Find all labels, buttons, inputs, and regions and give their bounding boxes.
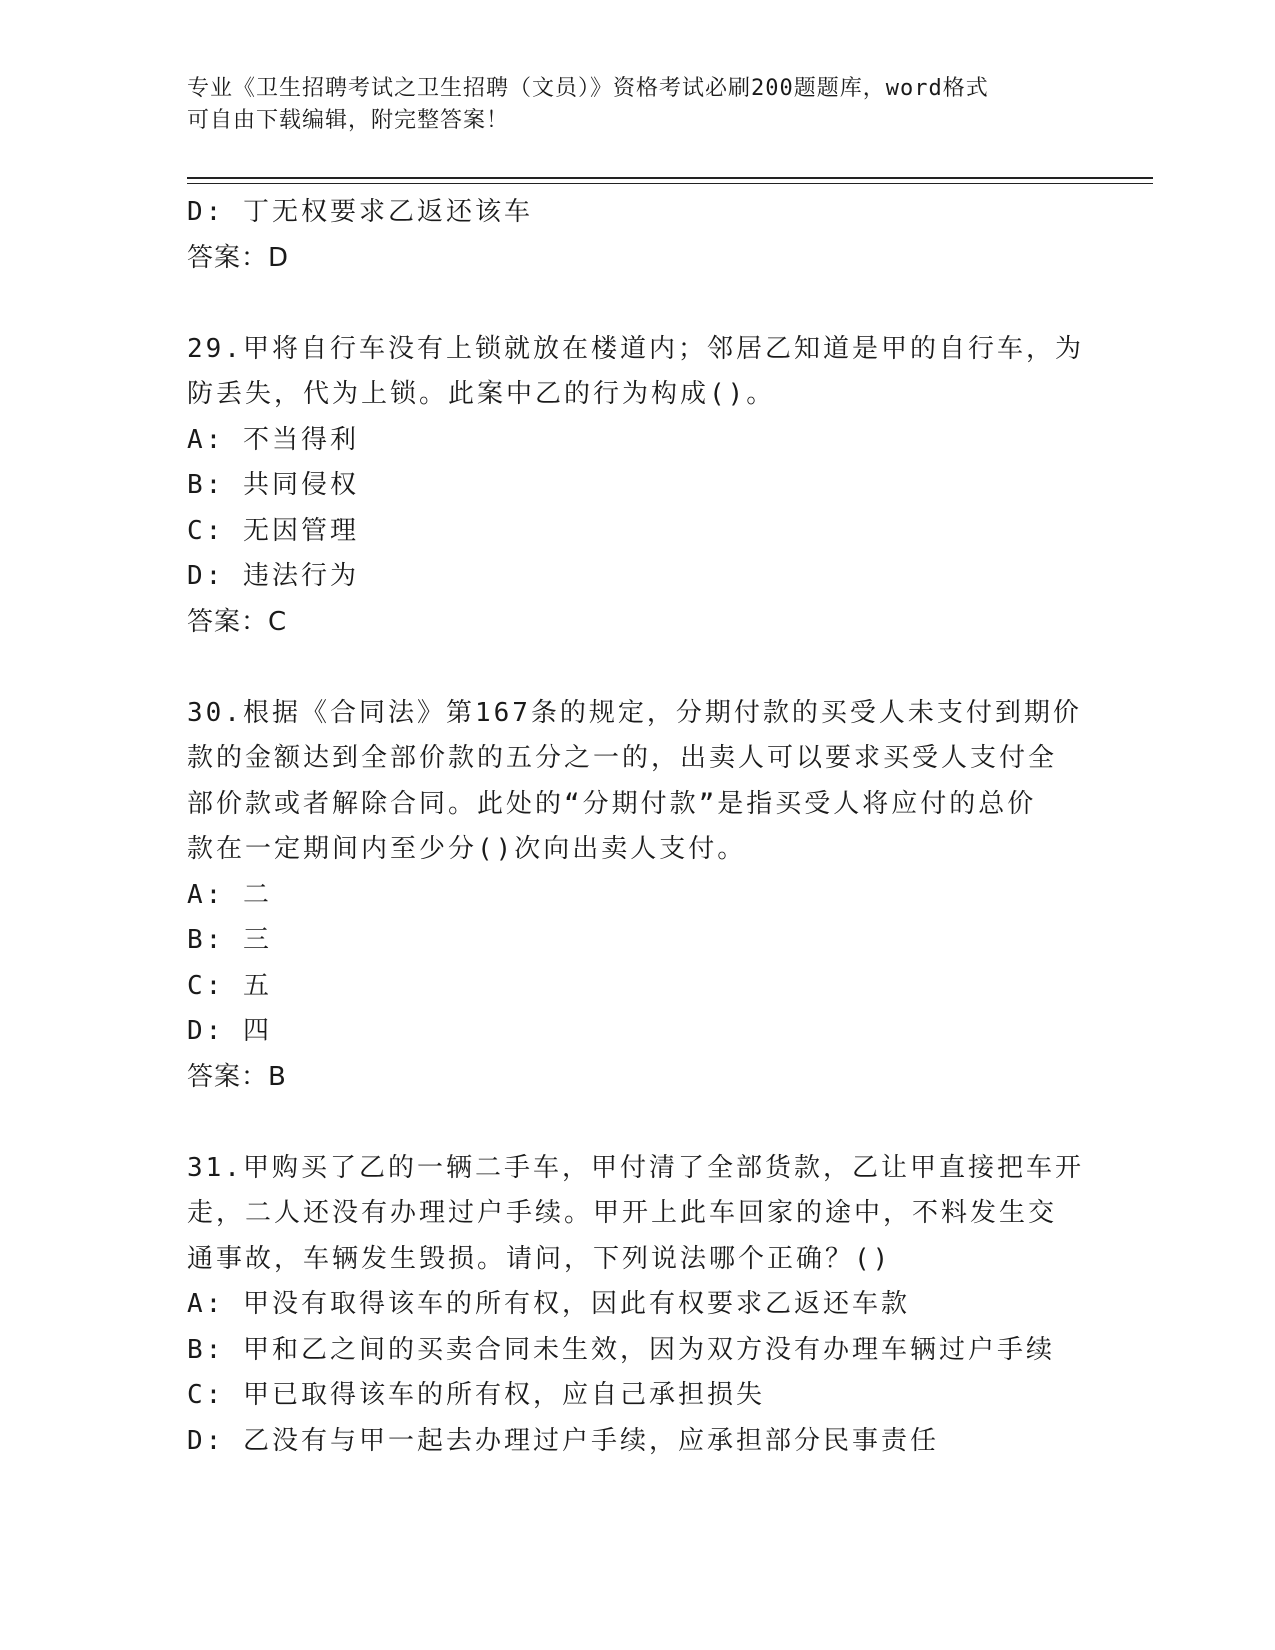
carryover-answer: 答案：D [187,242,290,273]
question-answer: 答案：B [187,1061,287,1092]
option-c: C: 五 [187,970,272,1001]
question-block [187,691,1087,1101]
option-c: C: 甲已取得该车的所有权，应自己承担损失 [187,1380,765,1410]
question-stem-line: 部价款或者解除合同。此处的“分期付款”是指买受人将应付的总价 [187,788,1037,819]
option-d: D: 四 [187,1016,272,1046]
question-stem-line: 31.甲购买了乙的一辆二手车，甲付清了全部货款，乙让甲直接把车开 [187,1152,1084,1183]
question-stem-line: 防丢失，代为上锁。此案中乙的行为构成()。 [187,379,776,409]
carryover-option-d: D: 丁无权要求乙返还该车 [187,197,533,227]
question-block [187,1146,1087,1465]
document-body [187,190,1087,1464]
question-stem-line: 款的金额达到全部价款的五分之一的，出卖人可以要求买受人支付全 [187,743,1058,773]
header-rule-thin [187,183,1153,184]
option-c: C: 无因管理 [187,515,359,546]
option-b: B: 三 [187,925,272,955]
question-answer: 答案：C [187,606,288,637]
option-b: B: 共同侵权 [187,470,359,500]
question-stem-line: 走，二人还没有办理过户手续。甲开上此车回家的途中，不料发生交 [187,1198,1058,1228]
header-rule-thick [187,177,1153,179]
page-header [187,73,1067,137]
question-stem-line: 29.甲将自行车没有上锁就放在楼道内；邻居乙知道是甲的自行车，为 [187,333,1084,364]
question-gap [187,1100,1087,1146]
question-stem-line: 通事故，车辆发生毁损。请问，下列说法哪个正确？() [187,1243,892,1274]
header-line-2: 可自由下载编辑，附完整答案！ [187,108,510,133]
option-b: B: 甲和乙之间的买卖合同未生效，因为双方没有办理车辆过户手续 [187,1334,1055,1365]
question-block [187,327,1087,646]
header-line-1: 专业《卫生招聘考试之卫生招聘（文员）》资格考试必刷200题题库，word格式 [187,76,989,101]
option-d: D: 乙没有与甲一起去办理过户手续，应承担部分民事责任 [187,1425,939,1456]
question-gap [187,281,1087,327]
option-a: A: 不当得利 [187,424,359,455]
option-a: A: 甲没有取得该车的所有权，因此有权要求乙返还车款 [187,1289,910,1319]
option-d: D: 违法行为 [187,561,359,591]
option-a: A: 二 [187,879,272,910]
question-gap [187,645,1087,691]
question-stem-line: 30.根据《合同法》第167条的规定，分期付款的买受人未支付到期价 [187,697,1082,728]
question-stem-line: 款在一定期间内至少分()次向出卖人支付。 [187,834,747,864]
